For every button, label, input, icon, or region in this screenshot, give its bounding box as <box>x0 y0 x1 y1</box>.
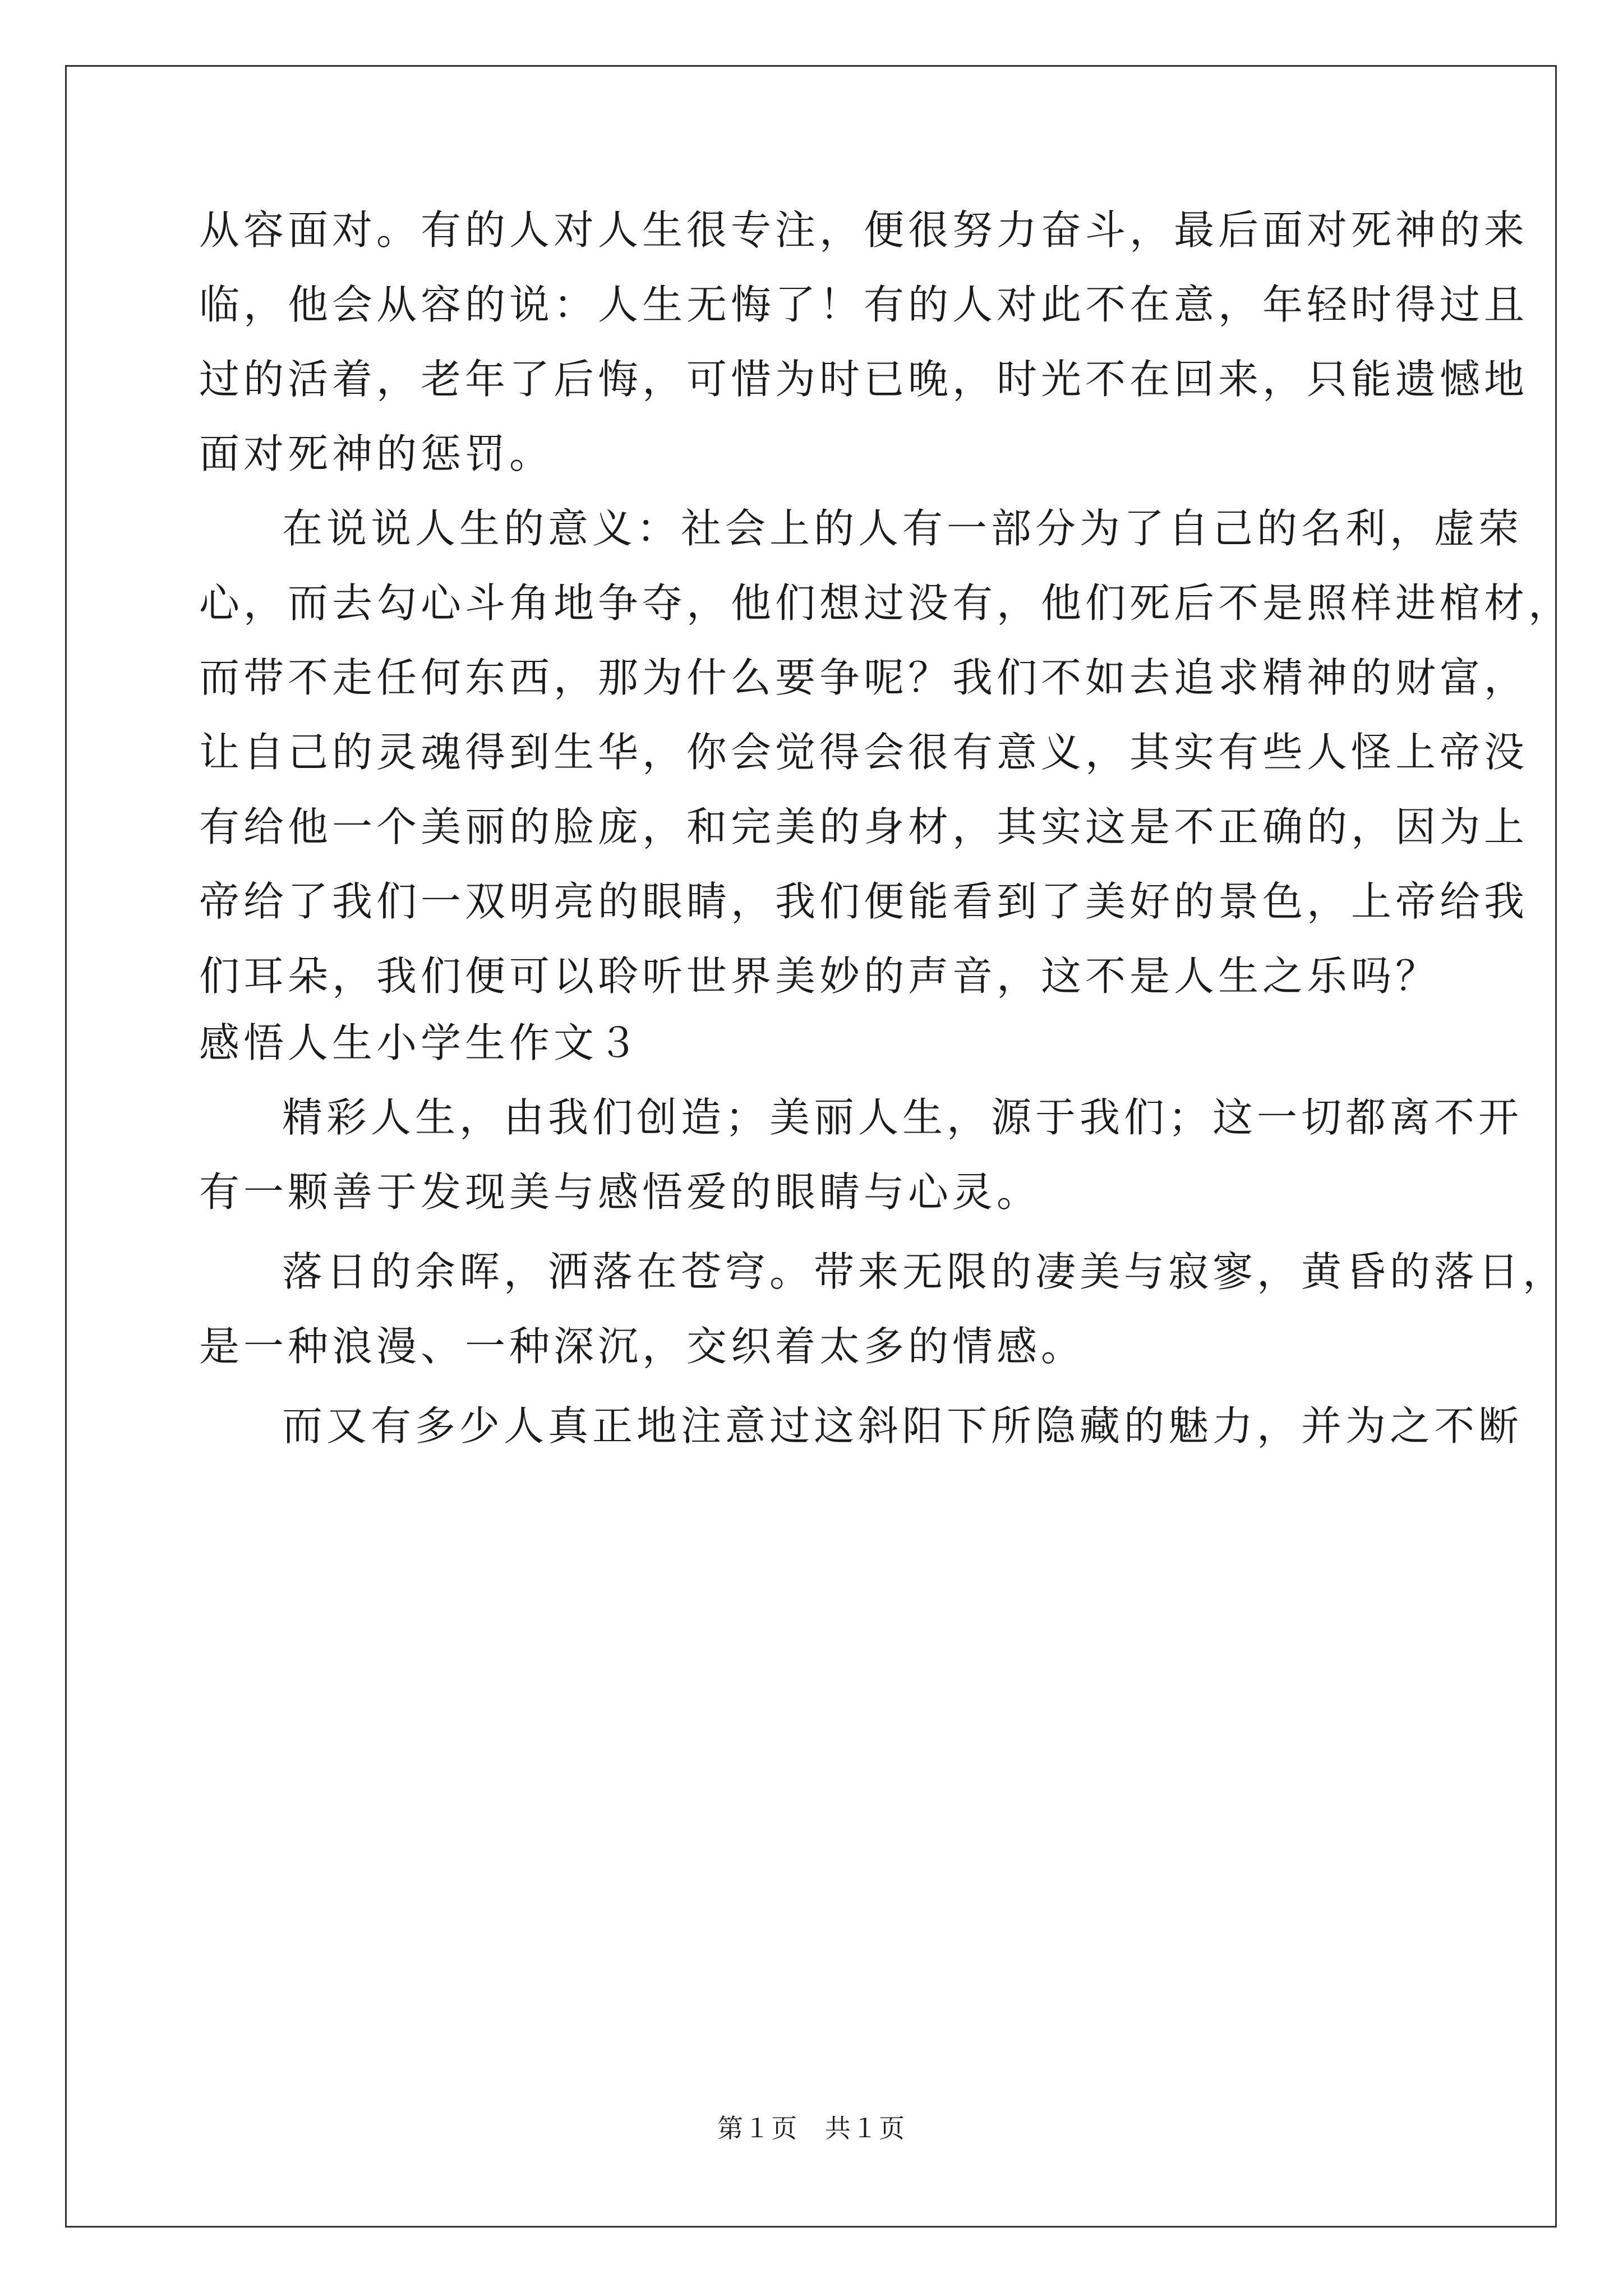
paragraph-line: 面对死神的惩罚。 <box>199 430 554 477</box>
paragraph-line: 有一颗善于发现美与感悟爱的眼睛与心灵。 <box>199 1168 1041 1216</box>
paragraph-line: 而又有多少人真正地注意过这斜阳下所隐藏的魅力，并为之不断 <box>282 1402 1523 1450</box>
paragraph-line: 落日的余晖，洒落在苍穹。带来无限的凄美与寂寥，黄昏的落日， <box>282 1248 1567 1295</box>
section-heading: 感悟人生小学生作文３ <box>199 1019 643 1066</box>
paragraph-line: 而带不走任何东西，那为什么要争呢？我们不如去追求精神的财富， <box>199 654 1529 701</box>
page-number-footer: 第１页 共１页 <box>717 2113 906 2143</box>
paragraph-line: 有给他一个美丽的脸庞，和完美的身材，其实这是不正确的，因为上 <box>199 803 1529 850</box>
paragraph-line: 临，他会从容的说：人生无悔了！有的人对此不在意，年轻时得过且 <box>199 281 1529 328</box>
paragraph-line: 在说说人生的意义：社会上的人有一部分为了自己的名利，虚荣 <box>282 505 1523 552</box>
paragraph-line: 帝给了我们一双明亮的眼睛，我们便能看到了美好的景色，上帝给我 <box>199 878 1529 925</box>
paragraph-line: 过的活着，老年了后悔，可惜为时已晚，时光不在回来，只能遗憾地 <box>199 356 1529 403</box>
paragraph-line: 心，而去勾心斗角地争夺，他们想过没有，他们死后不是照样进棺材， <box>199 579 1573 627</box>
paragraph-line: 让自己的灵魂得到生华，你会觉得会很有意义，其实有些人怪上帝没 <box>199 729 1529 776</box>
paragraph-line: 从容面对。有的人对人生很专注，便很努力奋斗，最后面对死神的来 <box>199 206 1529 254</box>
paragraph-line: 精彩人生，由我们创造；美丽人生，源于我们；这一切都离不开 <box>282 1094 1523 1141</box>
paragraph-line: 是一种浪漫、一种深沉，交织着太多的情感。 <box>199 1323 1086 1370</box>
paragraph-line: 们耳朵，我们便可以聆听世界美妙的声音，这不是人生之乐吗？ <box>199 953 1440 1000</box>
